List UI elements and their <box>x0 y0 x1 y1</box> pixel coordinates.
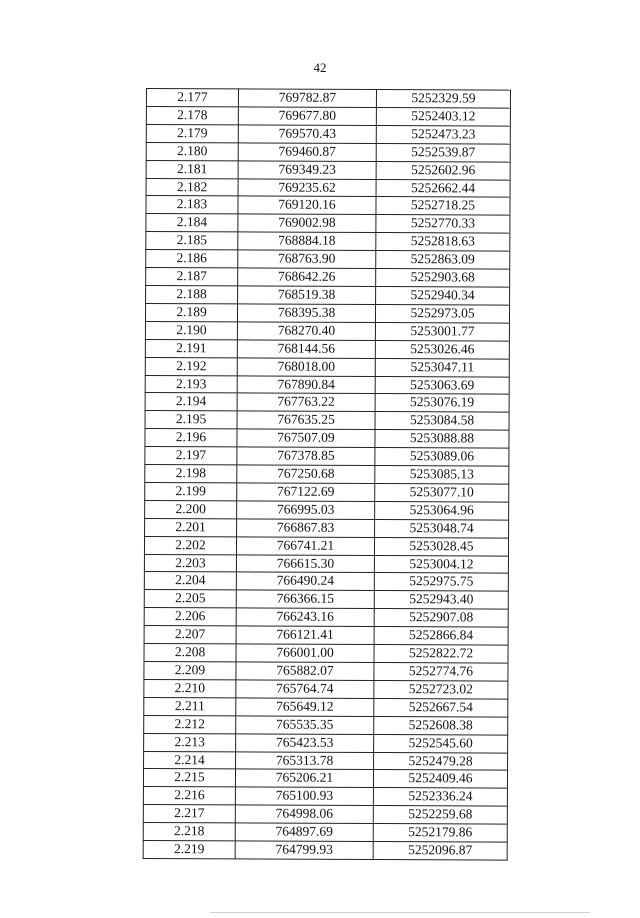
table-row <box>146 285 510 304</box>
page-number: 42 <box>313 60 327 75</box>
x-coordinate-cell: 769120.16 <box>238 196 376 215</box>
y-coordinate-cell: 5252943.40 <box>374 591 508 609</box>
point-number-cell: 2.183 <box>146 196 238 214</box>
x-coordinate-cell: 768018.00 <box>237 357 375 376</box>
point-number-cell: 2.197 <box>145 447 237 465</box>
table-row <box>145 465 509 484</box>
point-number-cell: 2.179 <box>146 124 238 142</box>
coordinates-table-body <box>143 89 510 861</box>
y-coordinate-cell: 5252662.44 <box>376 179 510 197</box>
table-row <box>144 661 508 680</box>
table-row <box>146 106 510 125</box>
y-coordinate-cell: 5252602.96 <box>376 161 510 179</box>
x-coordinate-cell: 765535.35 <box>236 716 374 735</box>
y-coordinate-cell: 5252545.60 <box>374 734 508 752</box>
point-number-cell: 2.199 <box>145 482 237 500</box>
y-coordinate-cell: 5252479.28 <box>374 752 508 770</box>
point-number-cell: 2.192 <box>145 357 237 375</box>
table-row <box>144 554 508 573</box>
point-number-cell: 2.207 <box>144 626 236 644</box>
table-row <box>145 518 509 537</box>
table-row <box>146 160 510 179</box>
x-coordinate-cell: 768519.38 <box>238 286 376 305</box>
page-bottom-rule <box>210 912 590 913</box>
table-row <box>145 321 509 340</box>
point-number-cell: 2.215 <box>143 769 235 787</box>
point-number-cell: 2.185 <box>146 232 238 250</box>
x-coordinate-cell: 767250.68 <box>237 465 375 484</box>
point-number-cell: 2.180 <box>146 142 238 160</box>
y-coordinate-cell: 5252718.25 <box>376 197 510 215</box>
point-number-cell: 2.203 <box>144 554 236 572</box>
point-number-cell: 2.194 <box>145 393 237 411</box>
point-number-cell: 2.209 <box>144 661 236 679</box>
y-coordinate-cell: 5252473.23 <box>376 125 510 143</box>
point-number-cell: 2.190 <box>145 321 237 339</box>
point-number-cell: 2.208 <box>144 644 236 662</box>
table-row <box>143 823 507 842</box>
y-coordinate-cell: 5252907.08 <box>374 609 508 627</box>
table-row <box>144 751 508 770</box>
x-coordinate-cell: 764799.93 <box>235 841 373 860</box>
x-coordinate-cell: 768144.56 <box>237 340 375 359</box>
x-coordinate-cell: 767763.22 <box>237 393 375 412</box>
y-coordinate-cell: 5253084.58 <box>375 412 509 430</box>
y-coordinate-cell: 5253026.46 <box>375 340 509 358</box>
table-row <box>145 500 509 519</box>
point-number-cell: 2.196 <box>145 429 237 447</box>
y-coordinate-cell: 5253004.12 <box>374 555 508 573</box>
point-number-cell: 2.195 <box>145 411 237 429</box>
y-coordinate-cell: 5253085.13 <box>375 466 509 484</box>
point-number-cell: 2.178 <box>146 106 238 124</box>
table-row <box>144 733 508 752</box>
x-coordinate-cell: 766121.41 <box>236 626 374 645</box>
x-coordinate-cell: 766366.15 <box>236 590 374 609</box>
y-coordinate-cell: 5252329.59 <box>376 90 510 108</box>
y-coordinate-cell: 5252336.24 <box>373 788 507 806</box>
table-row <box>146 232 510 251</box>
y-coordinate-cell: 5252403.12 <box>376 107 510 125</box>
point-number-cell: 2.214 <box>144 751 236 769</box>
table-row <box>146 214 510 233</box>
table-row <box>144 644 508 663</box>
x-coordinate-cell: 769349.23 <box>238 161 376 180</box>
x-coordinate-cell: 766001.00 <box>236 644 374 663</box>
x-coordinate-cell: 769782.87 <box>238 89 376 108</box>
y-coordinate-cell: 5252774.76 <box>374 663 508 681</box>
point-number-cell: 2.200 <box>145 500 237 518</box>
table-row <box>146 124 510 143</box>
point-number-cell: 2.217 <box>143 805 235 823</box>
point-number-cell: 2.205 <box>144 590 236 608</box>
point-number-cell: 2.189 <box>145 303 237 321</box>
x-coordinate-cell: 766867.83 <box>237 519 375 538</box>
table-row <box>145 447 509 466</box>
point-number-cell: 2.202 <box>144 536 236 554</box>
point-number-cell: 2.219 <box>143 841 235 859</box>
table-row <box>145 303 509 322</box>
point-number-cell: 2.198 <box>145 465 237 483</box>
point-number-cell: 2.193 <box>145 375 237 393</box>
y-coordinate-cell: 5253047.11 <box>375 358 509 376</box>
x-coordinate-cell: 769570.43 <box>238 125 376 144</box>
point-number-cell: 2.213 <box>144 733 236 751</box>
y-coordinate-cell: 5252667.54 <box>374 698 508 716</box>
table-row <box>146 89 510 108</box>
table-row <box>145 411 509 430</box>
x-coordinate-cell: 767122.69 <box>237 483 375 502</box>
point-number-cell: 2.211 <box>144 697 236 715</box>
y-coordinate-cell: 5252903.68 <box>376 269 510 287</box>
x-coordinate-cell: 765882.07 <box>236 662 374 681</box>
table-row <box>144 572 508 591</box>
table-row <box>144 697 508 716</box>
x-coordinate-cell: 768884.18 <box>238 232 376 251</box>
point-number-cell: 2.201 <box>145 518 237 536</box>
y-coordinate-cell: 5252863.09 <box>376 251 510 269</box>
x-coordinate-cell: 767635.25 <box>237 411 375 430</box>
table-row <box>145 375 509 394</box>
table-row <box>146 250 510 269</box>
x-coordinate-cell: 767378.85 <box>237 447 375 466</box>
x-coordinate-cell: 769460.87 <box>238 143 376 162</box>
table-row <box>146 268 510 287</box>
x-coordinate-cell: 765100.93 <box>235 787 373 806</box>
table-row <box>146 142 510 161</box>
x-coordinate-cell: 765649.12 <box>236 698 374 717</box>
y-coordinate-cell: 5252179.86 <box>373 824 507 842</box>
y-coordinate-cell: 5252822.72 <box>374 645 508 663</box>
y-coordinate-cell: 5252409.46 <box>373 770 507 788</box>
point-number-cell: 2.204 <box>144 572 236 590</box>
point-number-cell: 2.206 <box>144 608 236 626</box>
x-coordinate-cell: 766995.03 <box>237 501 375 520</box>
table-row <box>144 715 508 734</box>
point-number-cell: 2.177 <box>146 89 238 107</box>
x-coordinate-cell: 768270.40 <box>237 322 375 341</box>
point-number-cell: 2.187 <box>146 268 238 286</box>
x-coordinate-cell: 769235.62 <box>238 178 376 197</box>
point-number-cell: 2.181 <box>146 160 238 178</box>
coordinates-table <box>143 88 511 861</box>
y-coordinate-cell: 5252539.87 <box>376 143 510 161</box>
y-coordinate-cell: 5252096.87 <box>373 842 507 860</box>
table-row <box>146 178 510 197</box>
point-number-cell: 2.212 <box>144 715 236 733</box>
table-row <box>145 429 509 448</box>
table-row <box>145 357 509 376</box>
table-row <box>146 196 510 215</box>
point-number-cell: 2.182 <box>146 178 238 196</box>
point-number-cell: 2.191 <box>145 339 237 357</box>
table-row <box>143 841 507 860</box>
point-number-cell: 2.216 <box>143 787 235 805</box>
x-coordinate-cell: 767507.09 <box>237 429 375 448</box>
x-coordinate-cell: 768395.38 <box>237 304 375 323</box>
y-coordinate-cell: 5252608.38 <box>374 716 508 734</box>
x-coordinate-cell: 765764.74 <box>236 680 374 699</box>
x-coordinate-cell: 768642.26 <box>238 268 376 287</box>
table-row <box>145 482 509 501</box>
y-coordinate-cell: 5253077.10 <box>375 483 509 501</box>
x-coordinate-cell: 764897.69 <box>235 823 373 842</box>
y-coordinate-cell: 5253001.77 <box>375 322 509 340</box>
x-coordinate-cell: 766243.16 <box>236 608 374 627</box>
y-coordinate-cell: 5252940.34 <box>376 286 510 304</box>
y-coordinate-cell: 5253088.88 <box>375 430 509 448</box>
y-coordinate-cell: 5253089.06 <box>375 448 509 466</box>
table-row <box>143 787 507 806</box>
y-coordinate-cell: 5252866.84 <box>374 627 508 645</box>
y-coordinate-cell: 5253028.45 <box>374 537 508 555</box>
y-coordinate-cell: 5252770.33 <box>376 215 510 233</box>
x-coordinate-cell: 764998.06 <box>235 805 373 824</box>
y-coordinate-cell: 5252818.63 <box>376 233 510 251</box>
table-row <box>145 393 509 412</box>
table-row <box>144 536 508 555</box>
x-coordinate-cell: 765423.53 <box>236 734 374 753</box>
table-row <box>144 679 508 698</box>
table-row <box>143 805 507 824</box>
point-number-cell: 2.188 <box>146 285 238 303</box>
point-number-cell: 2.184 <box>146 214 238 232</box>
point-number-cell: 2.218 <box>143 823 235 841</box>
y-coordinate-cell: 5253064.96 <box>375 501 509 519</box>
table-row <box>145 339 509 358</box>
x-coordinate-cell: 766741.21 <box>236 537 374 556</box>
table-row <box>144 608 508 627</box>
point-number-cell: 2.210 <box>144 679 236 697</box>
y-coordinate-cell: 5252973.05 <box>375 304 509 322</box>
x-coordinate-cell: 769677.80 <box>238 107 376 126</box>
y-coordinate-cell: 5252723.02 <box>374 680 508 698</box>
x-coordinate-cell: 765206.21 <box>235 769 373 788</box>
y-coordinate-cell: 5253076.19 <box>375 394 509 412</box>
x-coordinate-cell: 767890.84 <box>237 375 375 394</box>
table-row <box>143 769 507 788</box>
x-coordinate-cell: 766490.24 <box>236 572 374 591</box>
y-coordinate-cell: 5253048.74 <box>375 519 509 537</box>
x-coordinate-cell: 765313.78 <box>236 751 374 770</box>
y-coordinate-cell: 5253063.69 <box>375 376 509 394</box>
table-row <box>144 590 508 609</box>
x-coordinate-cell: 768763.90 <box>238 250 376 269</box>
table-row <box>144 626 508 645</box>
x-coordinate-cell: 766615.30 <box>236 554 374 573</box>
y-coordinate-cell: 5252259.68 <box>373 806 507 824</box>
point-number-cell: 2.186 <box>146 250 238 268</box>
x-coordinate-cell: 769002.98 <box>238 214 376 233</box>
y-coordinate-cell: 5252975.75 <box>374 573 508 591</box>
